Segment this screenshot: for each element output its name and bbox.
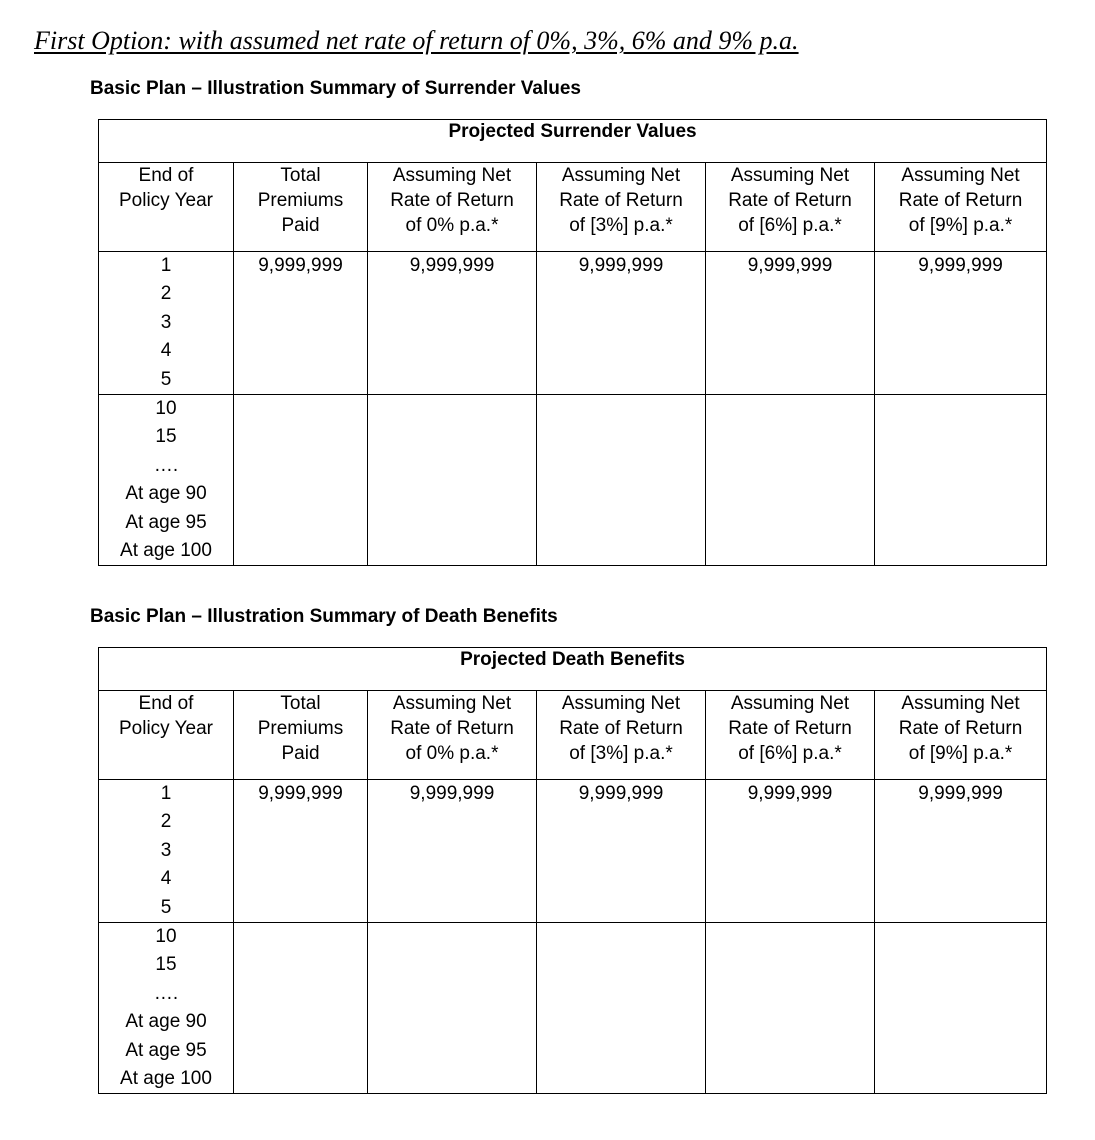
column-header-rate-0: Assuming Net Rate of Return of 0% p.a.* bbox=[368, 691, 537, 780]
empty-cell bbox=[537, 923, 706, 1094]
death-benefits-table bbox=[98, 647, 1047, 1094]
surrender-values-table bbox=[98, 119, 1047, 566]
column-header-rate-9: Assuming Net Rate of Return of [9%] p.a.* bbox=[875, 691, 1047, 780]
projected-header: Projected Surrender Values bbox=[99, 120, 1047, 163]
empty-cell bbox=[706, 395, 875, 566]
empty-cell bbox=[368, 395, 537, 566]
empty-cell bbox=[706, 923, 875, 1094]
column-header-rate-6: Assuming Net Rate of Return of [6%] p.a.* bbox=[706, 691, 875, 780]
rate-9-value: 9,999,999 bbox=[875, 780, 1047, 923]
total-premiums-value: 9,999,999 bbox=[234, 252, 368, 395]
death-benefits-section-title: Basic Plan – Illustration Summary of Death Benefits bbox=[90, 606, 558, 627]
empty-cell bbox=[368, 923, 537, 1094]
surrender-values-section-title: Basic Plan – Illustration Summary of Surrender Values bbox=[90, 78, 582, 99]
policy-year-cell: 10 15 …. At age 90 At age 95 At age 100 bbox=[99, 923, 234, 1094]
empty-cell bbox=[234, 395, 368, 566]
empty-cell bbox=[875, 395, 1047, 566]
table-row bbox=[99, 923, 1047, 1094]
policy-year-cell: 1 2 3 4 5 bbox=[99, 252, 234, 395]
projected-header: Projected Death Benefits bbox=[99, 648, 1047, 691]
rate-0-value: 9,999,999 bbox=[368, 252, 537, 395]
column-header-policy-year: End of Policy Year bbox=[99, 691, 234, 780]
column-header-rate-3: Assuming Net Rate of Return of [3%] p.a.* bbox=[537, 163, 706, 252]
policy-year-cell: 1 2 3 4 5 bbox=[99, 780, 234, 923]
column-header-rate-3: Assuming Net Rate of Return of [3%] p.a.* bbox=[537, 691, 706, 780]
rate-9-value: 9,999,999 bbox=[875, 252, 1047, 395]
rate-0-value: 9,999,999 bbox=[368, 780, 537, 923]
column-header-policy-year: End of Policy Year bbox=[99, 163, 234, 252]
table-row bbox=[99, 252, 1047, 395]
rate-6-value: 9,999,999 bbox=[706, 780, 875, 923]
column-header-rate-9: Assuming Net Rate of Return of [9%] p.a.* bbox=[875, 163, 1047, 252]
rate-3-value: 9,999,999 bbox=[537, 252, 706, 395]
table-row bbox=[99, 780, 1047, 923]
empty-cell bbox=[875, 923, 1047, 1094]
table-row bbox=[99, 395, 1047, 566]
policy-year-cell: 10 15 …. At age 90 At age 95 At age 100 bbox=[99, 395, 234, 566]
column-header-rate-6: Assuming Net Rate of Return of [6%] p.a.* bbox=[706, 163, 875, 252]
rate-3-value: 9,999,999 bbox=[537, 780, 706, 923]
column-header-total-premiums: Total Premiums Paid bbox=[234, 163, 368, 252]
column-header-row bbox=[99, 163, 1047, 252]
empty-cell bbox=[234, 923, 368, 1094]
column-header-rate-0: Assuming Net Rate of Return of 0% p.a.* bbox=[368, 163, 537, 252]
rate-6-value: 9,999,999 bbox=[706, 252, 875, 395]
total-premiums-value: 9,999,999 bbox=[234, 780, 368, 923]
main-heading: First Option: with assumed net rate of return of 0%, 3%, 6% and 9% p.a. bbox=[34, 26, 799, 55]
empty-cell bbox=[537, 395, 706, 566]
column-header-total-premiums: Total Premiums Paid bbox=[234, 691, 368, 780]
column-header-row bbox=[99, 691, 1047, 780]
